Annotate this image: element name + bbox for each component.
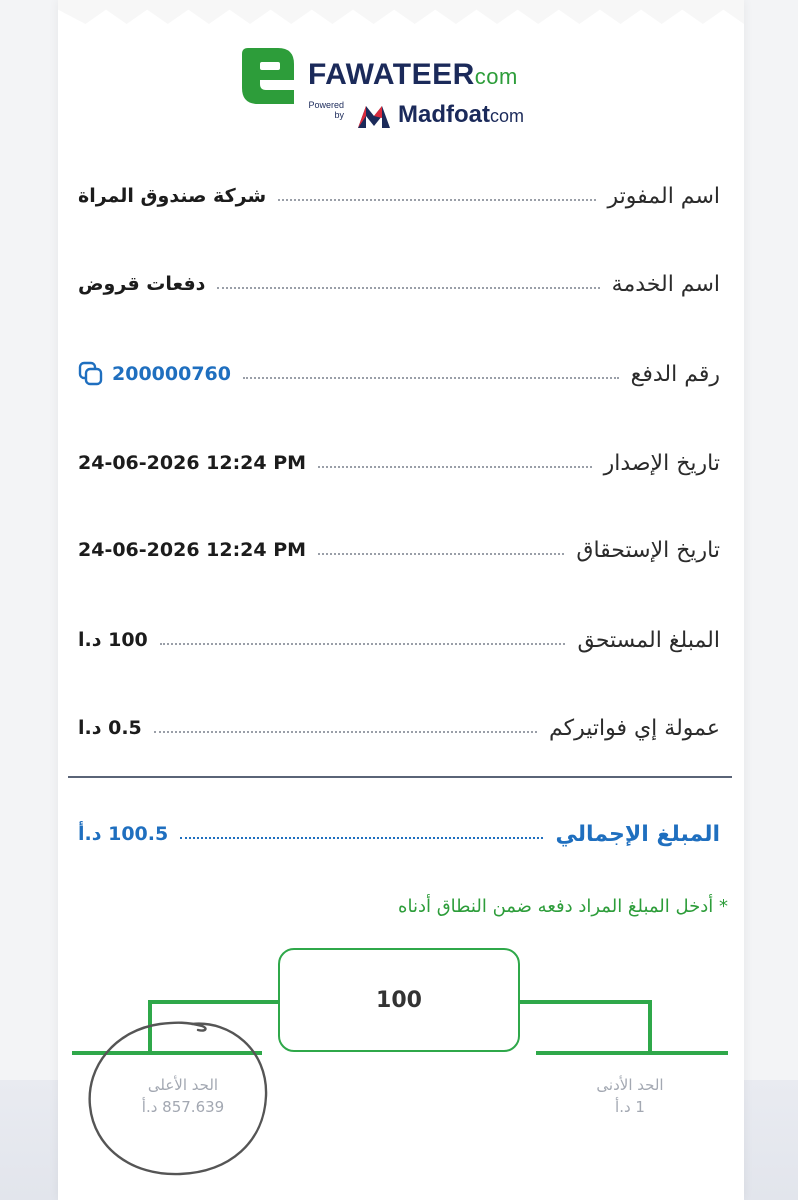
max-limit-label: الحد الأعلى (147, 1076, 219, 1094)
dotted-leader (154, 731, 537, 733)
max-limit-value: 857.639 د.أ (141, 1098, 225, 1116)
fawateer-logo (238, 46, 568, 136)
issue-date-label: تاريخ الإصدار (603, 450, 720, 476)
dotted-leader (318, 553, 564, 555)
dotted-leader (180, 837, 543, 839)
divider (68, 776, 732, 778)
due-amount-row (78, 620, 720, 660)
min-limit (570, 1074, 690, 1118)
service-name-row (78, 264, 720, 304)
due-amount-value: 100 د.ا (78, 629, 148, 651)
service-name-value: دفعات قروض (78, 273, 206, 295)
efawateer-e-icon (238, 46, 298, 106)
powered-by-text: Powered by (308, 100, 344, 120)
dotted-leader (243, 377, 619, 379)
total-amount-label: المبلغ الإجمالي (555, 821, 720, 847)
due-amount-label: المبلغ المستحق (577, 627, 720, 653)
total-amount-row (78, 814, 720, 854)
dotted-leader (160, 643, 566, 645)
biller-name-value: شركة صندوق المراة (78, 185, 267, 207)
amount-hint: * أدخل المبلغ المراد دفعه ضمن النطاق أدناه (398, 896, 728, 917)
payment-number-row (78, 354, 720, 394)
dotted-leader (278, 199, 595, 201)
payment-number-value[interactable]: 200000760 (112, 363, 231, 385)
service-name-label: اسم الخدمة (611, 271, 720, 297)
payment-number-wrap (78, 361, 231, 387)
due-date-row (78, 530, 720, 570)
madfoat-icon (356, 102, 392, 132)
payment-number-label: رقم الدفع (630, 361, 720, 387)
dotted-leader (318, 466, 592, 468)
issue-date-value: 24-06-2026 12:24 PM (78, 452, 307, 474)
commission-label: عمولة إي فواتيركم (548, 715, 720, 741)
due-date-label: تاريخ الإستحقاق (576, 537, 720, 563)
biller-name-label: اسم المفوتر (607, 183, 720, 209)
issue-date-row (78, 443, 720, 483)
copy-icon[interactable] (78, 361, 104, 387)
amount-input[interactable]: 100 (278, 948, 520, 1052)
due-date-value: 24-06-2026 12:24 PM (78, 539, 307, 561)
madfoat-name: Madfoatcom (398, 101, 525, 128)
biller-name-row (78, 176, 720, 216)
brand-name: FAWATEERcom (308, 58, 518, 91)
min-limit-label: الحد الأدنى (596, 1076, 664, 1094)
hand-drawn-circle (80, 1010, 280, 1190)
commission-row (78, 708, 720, 748)
dotted-leader (217, 287, 599, 289)
min-limit-value: 1 د.أ (615, 1098, 645, 1116)
total-amount-value: 100.5 د.أ (78, 823, 169, 845)
commission-value: 0.5 د.ا (78, 717, 142, 739)
